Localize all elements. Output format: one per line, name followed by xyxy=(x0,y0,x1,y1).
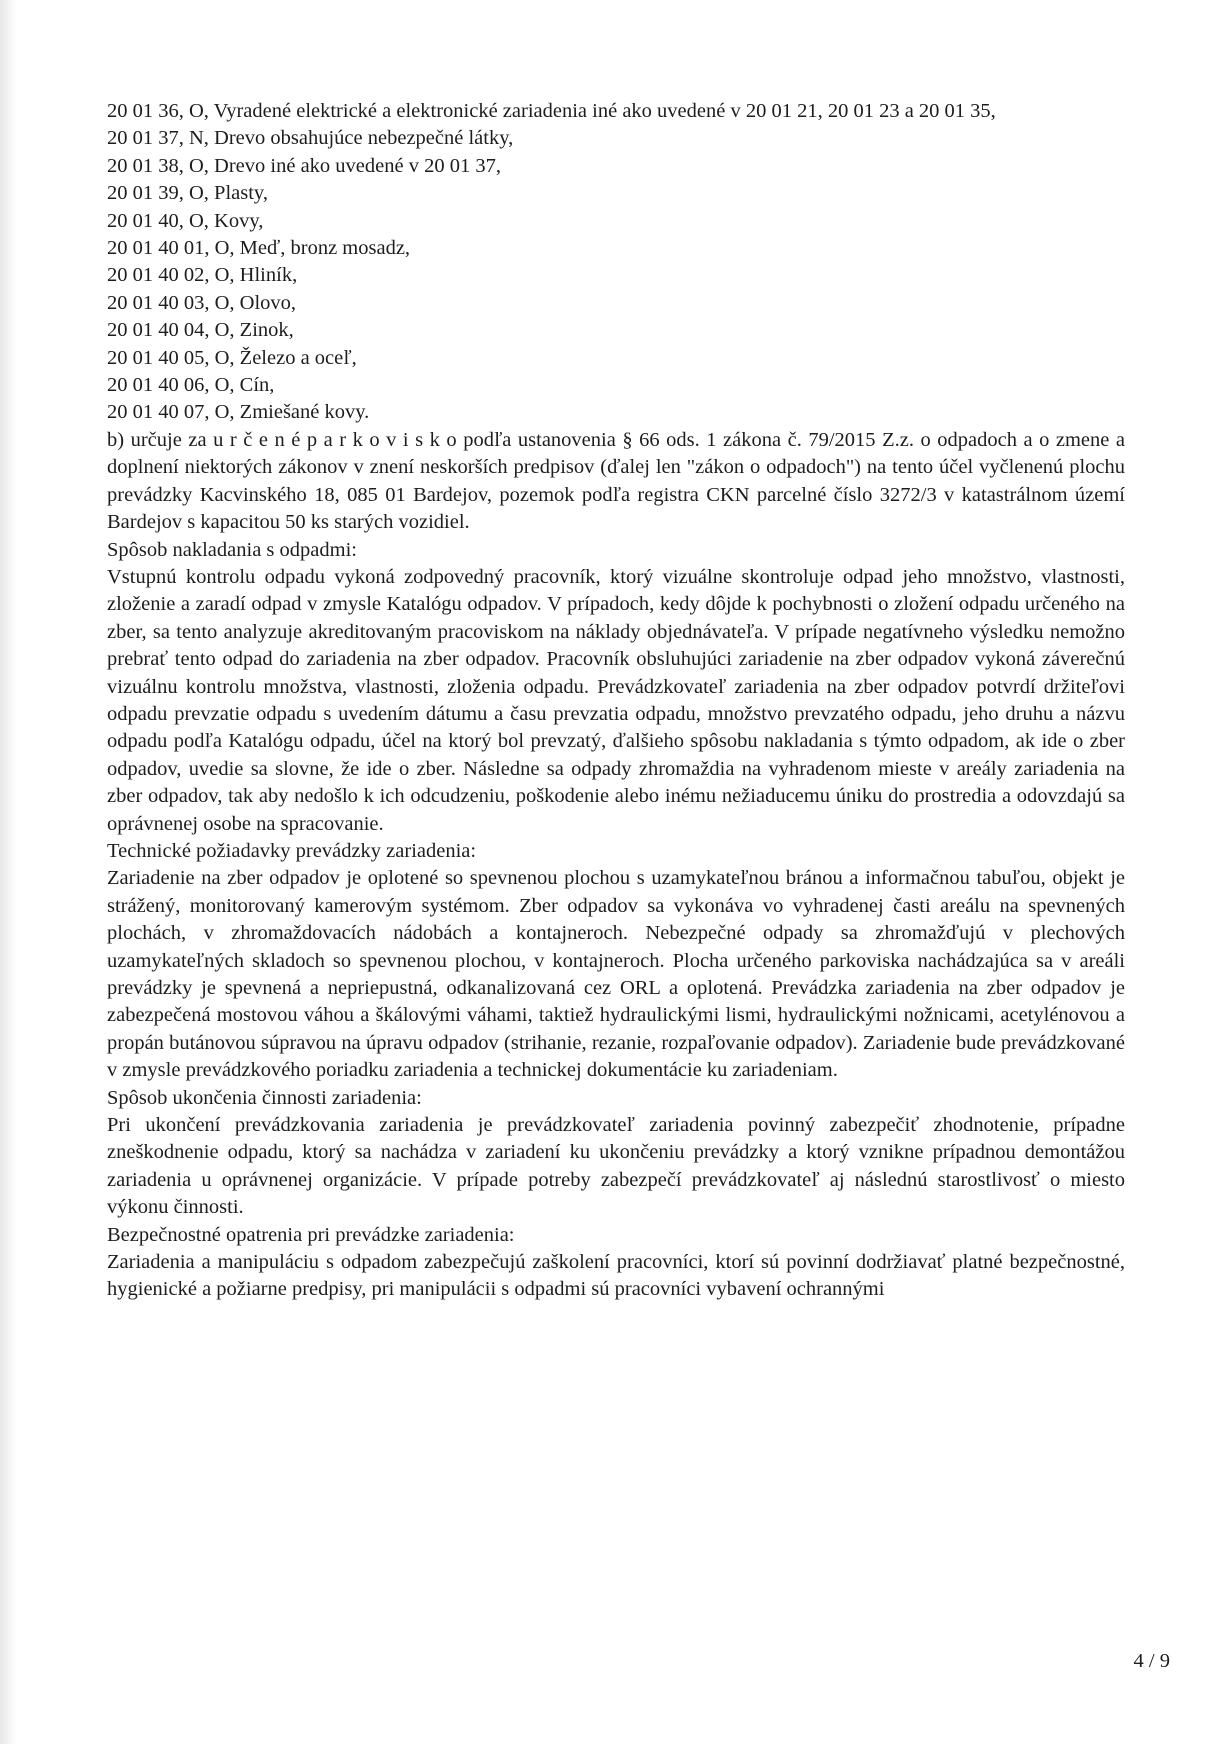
waste-code-list xyxy=(107,98,1125,427)
scan-edge-shadow xyxy=(0,0,16,1744)
waste-code-item: 20 01 40 02, O, Hliník, xyxy=(107,264,298,287)
waste-code-item: 20 01 40 07, O, Zmiešané kovy. xyxy=(107,401,370,424)
page-number: 4 / 9 xyxy=(1133,1650,1170,1672)
waste-code-item: 20 01 36, O, Vyradené elektrické a elektronické zariadenia iné ako uvedené v 20 01 21, 20 01 23 a 20 01 35, xyxy=(107,100,996,122)
waste-code-item: 20 01 40 05, O, Železo a oceľ, xyxy=(107,346,357,369)
waste-code-item: 20 01 40 04, O, Zinok, xyxy=(107,319,294,342)
section-heading-safety-measures: Bezpečnostné opatrenia pri prevádzke zariadenia: xyxy=(107,1223,515,1246)
waste-code-item: 20 01 37, N, Drevo obsahujúce nebezpečné látky, xyxy=(107,127,514,150)
waste-code-item: 20 01 40 01, O, Meď, bronz mosadz, xyxy=(107,237,411,260)
section-heading-termination: Spôsob ukončenia činnosti zariadenia: xyxy=(107,1086,422,1109)
section-body-technical-requirements: Zariadenie na zber odpadov je oplotené so spevnenou plochou s uzamykateľnou bránou a informačnou tabuľou, objekt je strážený, monitorovaný kamerovým systémom. Zber odpadov sa vykonáva vo vyhradenej časti areálu na spevnených plochách, v zhromaždovacích nádobách a kontajneroch. Nebezpečné odpady sa zhromažďujú v plechových uzamykateľných skladoch so spevnenou plochou, v kontajneroch. Plocha určeného parkoviska nachádzajúca sa v areáli prevádzky je spevnená a nepriepustná, odkanalizovaná cez ORL a oplotená. Prevádzka zariadenia na zber odpadov je zabezpečená mostovou váhou a škálovými váhami, taktiež hydraulickými lismi, hydraulickými nožnicami, acetylénovou a propán butánovou súpravou na úpravu odpadov (strihanie, rezanie, rozpaľovanie odpadov). Zariadenie bude prevádzkované v zmysle prevádzkového poriadku zariadenia a technickej dokumentácie ku zariadeniam. xyxy=(107,867,1125,1082)
section-body-waste-handling: Vstupnú kontrolu odpadu vykoná zodpovedný pracovník, ktorý vizuálne skontroluje odpad jeho množstvo, vlastnosti, zloženie a zaradí odpad v zmysle Katalógu odpadov. V prípadoch, kedy dôjde k pochybnosti o zložení odpadu určeného na zber, sa tento analyzuje akreditovaným pracoviskom na náklady objednávateľa. V prípade negatívneho výsledku nemožno prebrať tento odpad do zariadenia na zber odpadov. Pracovník obsluhujúci zariadenie na zber odpadov vykoná záverečnú vizuálnu kontrolu množstva, vlastnosti, zloženia odpadu. Prevádzkovateľ zariadenia na zber odpadov potvrdí držiteľovi odpadu prevzatie odpadu s uvedením dátumu a času prevzatia odpadu, množstvo prevzatého odpadu, jeho druhu a názvu odpadu podľa Katalógu odpadu, účel na ktorý bol prevzatý, ďalšieho spôsobu nakladania s týmto odpadom, ak ide o zber odpadov, uvedie sa slovne, že ide o zber. Následne sa odpady zhromaždia na vyhradenom mieste v areály zariadenia na zber odpadov, tak aby nedošlo k ich odcudzeniu, poškodenie alebo inému nežiaducemu úniku do prostredia a odovzdajú sa oprávnenej osobe na spracovanie. xyxy=(107,565,1125,835)
section-heading-waste-handling: Spôsob nakladania s odpadmi: xyxy=(107,538,357,561)
section-heading-technical-requirements: Technické požiadavky prevádzky zariadenia: xyxy=(107,839,477,862)
waste-code-item: 20 01 40 06, O, Cín, xyxy=(107,374,275,397)
waste-code-item: 20 01 40, O, Kovy, xyxy=(107,209,264,232)
section-body-termination: Pri ukončení prevádzkovania zariadenia je prevádzkovateľ zariadenia povinný zabezpečiť zhodnotenie, prípadne zneškodnenie odpadu, ktorý sa nachádza v zariadení ku ukončeniu prevádzky a ktorý vznikne prípadnou demontážou zariadenia u oprávnenej organizácie. V prípade potreby zabezpečí prevádzkovateľ aj následnú starostlivosť o miesto výkonu činnosti. xyxy=(107,1114,1125,1219)
paragraph-designated-parking: b) určuje za u r č e n é p a r k o v i s k o podľa ustanovenia § 66 ods. 1 zákona č. 79/2015 Z.z. o odpadoch a o zmene a doplnení niektorých zákonov v znení neskorších predpisov (ďalej len "zákon o odpadoch") na tento účel vyčlenenú plochu prevádzky Kacvinského 18, 085 01 Bardejov, pozemok podľa registra CKN parcelné číslo 3272/3 v katastrálnom území Bardejov s kapacitou 50 ks starých vozidiel. xyxy=(107,428,1125,534)
waste-code-item: 20 01 40 03, O, Olovo, xyxy=(107,291,297,314)
document-content xyxy=(107,98,1125,1304)
waste-code-item: 20 01 39, O, Plasty, xyxy=(107,182,268,205)
waste-code-item: 20 01 38, O, Drevo iné ako uvedené v 20 01 37, xyxy=(107,154,501,177)
section-body-safety-measures: Zariadenia a manipuláciu s odpadom zabezpečujú zaškolení pracovníci, ktorí sú povinní dodržiavať platné bezpečnostné, hygienické a požiarne predpisy, pri manipulácii s odpadmi sú pracovníci vybavení ochrannými xyxy=(107,1251,1125,1301)
